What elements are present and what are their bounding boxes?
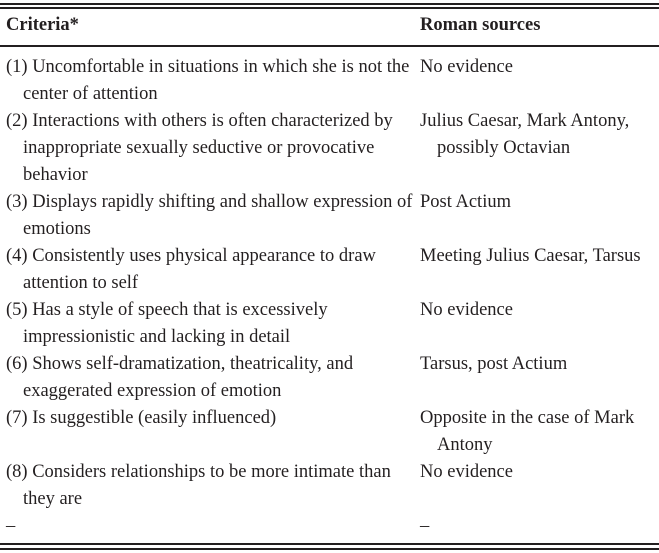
criteria-cell: (3) Displays rapidly shifting and shallow expression of emotions [6,192,413,239]
sources-cell: – [420,516,430,536]
criteria-cell: – [6,516,16,536]
bottom-rule-2 [0,548,659,550]
sources-cell: No evidence [420,57,513,77]
sources-cell: No evidence [420,462,513,482]
criteria-cell: (7) Is suggestible (easily influenced) [6,408,277,428]
criteria-cell: (4) Consistently uses physical appearance to draw attention to self [6,246,376,293]
top-rule-1 [0,3,659,5]
header-roman-sources: Roman sources [420,15,541,35]
header-rule [0,45,659,47]
sources-cell: Opposite in the case of Mark Antony [420,408,635,455]
criteria-cell: (5) Has a style of speech that is excessively impressionistic and lacking in detail [6,300,328,347]
criteria-cell: (8) Considers relationships to be more intimate than they are [6,462,391,509]
criteria-cell: (1) Uncomfortable in situations in which she is not the center of attention [6,57,410,104]
sources-cell: Meeting Julius Caesar, Tarsus [420,246,641,266]
sources-cell: No evidence [420,300,513,320]
sources-cell: Julius Caesar, Mark Antony, possibly Octavian [420,111,630,158]
criteria-cell: (2) Interactions with others is often characterized by inappropriate sexually seductive or provocative behavior [6,111,393,185]
header-criteria: Criteria* [6,15,79,35]
top-rule-2 [0,7,659,9]
sources-cell: Tarsus, post Actium [420,354,568,374]
sources-cell: Post Actium [420,192,511,212]
criteria-cell: (6) Shows self-dramatization, theatricality, and exaggerated expression of emotion [6,354,354,401]
bottom-rule-1 [0,543,659,545]
